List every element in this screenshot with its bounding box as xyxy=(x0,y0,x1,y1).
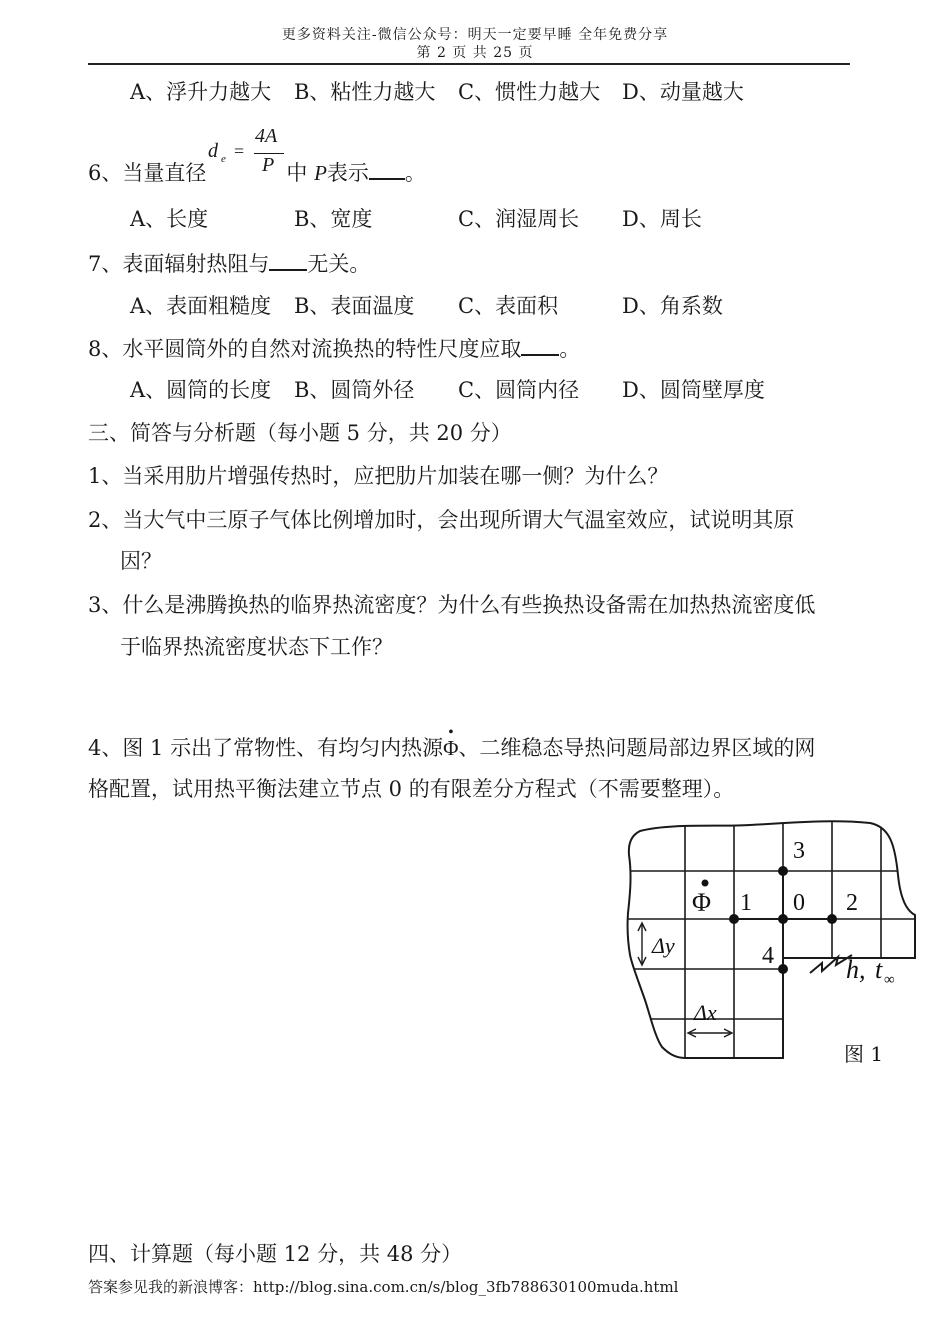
page-number: 第 2 页 共 25 页 xyxy=(416,45,534,61)
q7-option-d: D、角系数 xyxy=(622,294,723,318)
q4-text-a: 4、图 1 示出了常物性、有均匀内热源 xyxy=(88,736,444,760)
section3-q4-line2: 格配置，试用热平衡法建立节点 0 的有限差分方程式（不需要整理）。 xyxy=(88,777,735,801)
t-label: t xyxy=(875,955,883,984)
q5-option-d: D、动量越大 xyxy=(622,80,744,104)
dx-label: Δx xyxy=(694,1000,717,1025)
phi-dot xyxy=(702,880,709,887)
q6-blank xyxy=(369,160,405,180)
formula-sub: e xyxy=(221,153,226,165)
node-3-label: 3 xyxy=(793,838,805,864)
section3-title: 三、简答与分析题（每小题 5 分，共 20 分） xyxy=(88,421,512,445)
section3-q2-line1: 2、当大气中三原子气体比例增加时，会出现所谓大气温室效应，试说明其原 xyxy=(88,508,795,532)
figure-grid-diagram xyxy=(600,815,930,1075)
q8-text-end: 。 xyxy=(559,337,581,361)
q6-question xyxy=(88,157,426,187)
q6-option-b: B、宽度 xyxy=(294,207,373,231)
footer-blog-link[interactable]: 答案参见我的新浪博客：http://blog.sina.com.cn/s/blog_3fb788630100muda.html xyxy=(88,1278,679,1296)
formula-lhs: d xyxy=(208,140,218,162)
q8-text: 8、水平圆筒外的自然对流换热的特性尺度应取 xyxy=(88,337,522,361)
node-1-dot xyxy=(729,914,739,924)
node-4-label: 4 xyxy=(762,943,774,969)
q6-mid: 中 xyxy=(286,161,308,185)
q7-question xyxy=(88,248,370,278)
q7-option-c: C、表面积 xyxy=(458,294,559,318)
node-1-label: 1 xyxy=(740,890,752,916)
section3-q2-line2: 因？ xyxy=(120,549,162,573)
q6-option-a: A、长度 xyxy=(130,207,209,231)
q6-prefix: 6、当量直径 xyxy=(88,161,207,185)
q8-option-b: B、圆筒外径 xyxy=(294,378,415,402)
node-4-dot xyxy=(778,964,788,974)
formula-num: 4A xyxy=(255,125,278,147)
q7-text-end: 无关。 xyxy=(307,252,371,276)
t-inf-sub: ∞ xyxy=(884,972,895,988)
q7-option-a: A、表面粗糙度 xyxy=(130,294,272,318)
q7-blank xyxy=(269,251,307,271)
header-rule xyxy=(88,63,850,65)
q7-option-b: B、表面温度 xyxy=(294,294,415,318)
q8-option-d: D、圆筒壁厚度 xyxy=(622,378,765,402)
formula-eq: = xyxy=(234,141,245,161)
q8-option-a: A、圆筒的长度 xyxy=(130,378,272,402)
q5-option-c: C、惯性力越大 xyxy=(458,80,601,104)
q8-blank xyxy=(521,336,559,356)
section4-title: 四、计算题（每小题 12 分，共 48 分） xyxy=(88,1242,463,1266)
formula-den: P xyxy=(262,154,275,176)
q6-var: P xyxy=(314,161,327,185)
q5-option-b: B、粘性力越大 xyxy=(294,80,436,104)
node-3-dot xyxy=(778,866,788,876)
node-0-dot xyxy=(778,914,788,924)
q4-phi: Φ • xyxy=(443,724,459,760)
q6-end: 。 xyxy=(404,161,426,185)
q6-option-d: D、周长 xyxy=(622,207,702,231)
figure-caption: 图 1 xyxy=(844,1042,884,1066)
section3-q1: 1、当采用肋片增强传热时，应把肋片加装在哪一侧？为什么？ xyxy=(88,464,669,488)
node-0-label: 0 xyxy=(793,890,805,916)
h-label: h, xyxy=(846,955,866,984)
q7-text: 7、表面辐射热阻与 xyxy=(88,252,270,276)
header-notice: 更多资料关注-微信公众号：明天一定要早睡 全年免费分享 xyxy=(281,27,669,43)
q8-option-c: C、圆筒内径 xyxy=(458,378,580,402)
q6-suffix: 表示 xyxy=(326,161,369,185)
dy-label: Δy xyxy=(652,933,675,958)
phi-symbol: Φ xyxy=(692,888,712,917)
section3-q3-line2: 于临界热流密度状态下工作？ xyxy=(120,635,393,659)
section3-q3-line1: 3、什么是沸腾换热的临界热流密度？为什么有些换热设备需在加热热流密度低 xyxy=(88,593,816,617)
q8-question xyxy=(88,333,580,363)
q6-option-c: C、润湿周长 xyxy=(458,207,580,231)
node-2-label: 2 xyxy=(846,890,858,916)
q5-option-a: A、浮升力越大 xyxy=(130,80,272,104)
q4-text-b: 、二维稳态导热问题局部边界区域的网 xyxy=(458,736,816,760)
node-2-dot xyxy=(827,914,837,924)
section3-q4-line1 xyxy=(88,724,816,762)
